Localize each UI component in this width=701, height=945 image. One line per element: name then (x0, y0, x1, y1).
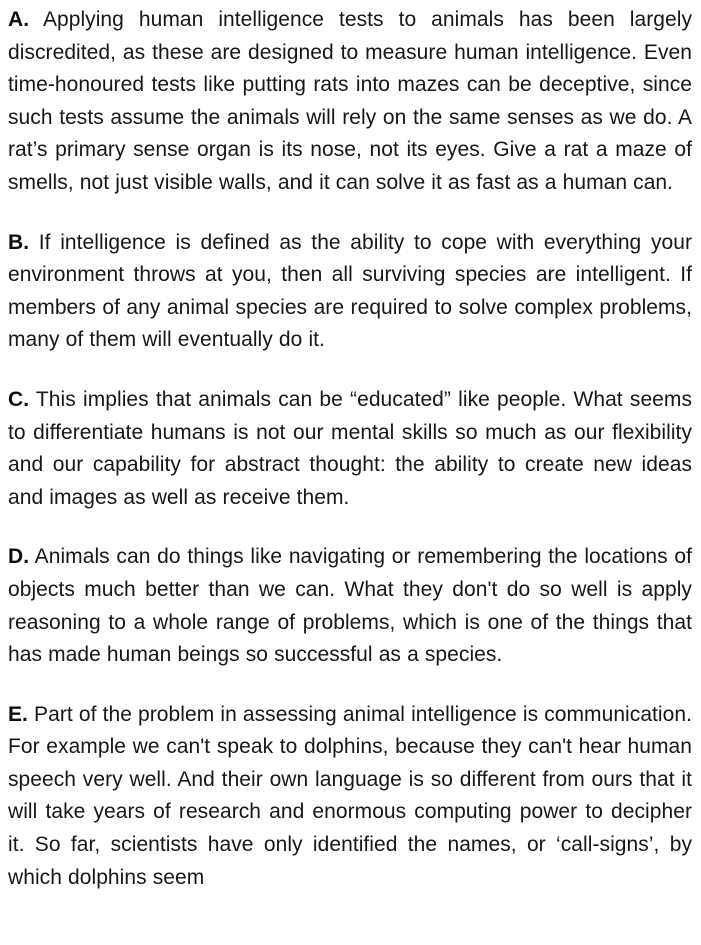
paragraph-c (8, 384, 692, 514)
paragraph-text-e: Part of the problem in assessing animal intelligence is communication. For example we can't speak to dolphins, because they can't hear human speech very well. And their own language is so different from ours that it will take years of research and enormous computing power to decipher it. So far, scientists have only identified the names, or ‘call-signs’, by which dolphins seem (8, 702, 692, 889)
paragraph-letter-c: C. (8, 387, 30, 411)
paragraph-letter-e: E. (8, 702, 28, 726)
paragraph-e (8, 699, 692, 895)
paragraph-letter-d: D. (8, 545, 30, 569)
paragraph-b (8, 227, 692, 357)
paragraph-text-a: Applying human intelligence tests to animals has been largely discredited, as these are designed to measure human intelligence. Even time-honoured tests like putting rats into mazes can be deceptive, since such tests assume the animals will rely on the same senses as we do. A rat’s primary sense organ is its nose, not its eyes. Give a rat a maze of smells, not just visible walls, and it can solve it as fast as a human can. (8, 8, 692, 194)
paragraph-letter-b: B. (8, 230, 30, 254)
paragraph-text-c: This implies that animals can be “educated” like people. What seems to differentiate humans is not our mental skills so much as our flexibility and our capability for abstract thought: the ability to create new ideas and images as well as receive them. (8, 387, 692, 509)
paragraph-a (8, 4, 692, 200)
paragraph-d (8, 541, 692, 671)
paragraph-text-b: If intelligence is defined as the ability to cope with everything your environment throws at you, then all surviving species are intelligent. If members of any animal species are required to solve complex problems, many of them will eventually do it. (8, 230, 692, 352)
passage-body (8, 4, 692, 894)
paragraph-letter-a: A. (8, 8, 30, 31)
paragraph-text-d: Animals can do things like navigating or remembering the locations of objects much better than we can. What they don't do so well is apply reasoning to a whole range of problems, which is one of the things that has made human beings so successful as a species. (8, 545, 692, 667)
